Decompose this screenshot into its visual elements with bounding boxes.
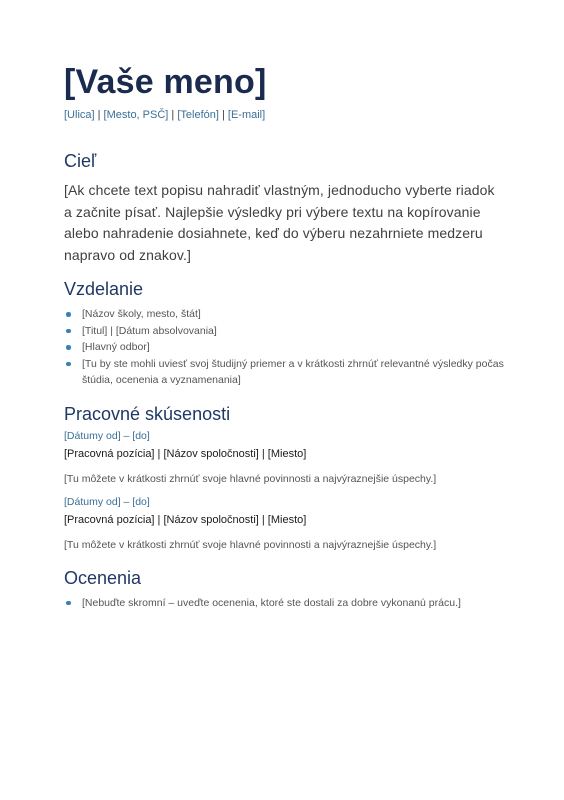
experience-heading: Pracovné skúsenosti: [64, 403, 231, 424]
bullet-dot-icon: [66, 362, 71, 367]
contact-street[interactable]: [Ulica]: [64, 109, 95, 121]
contact-line: [64, 108, 504, 122]
objective-heading: Cieľ: [64, 151, 97, 171]
bullet-dot-icon: [66, 329, 71, 334]
resume-name[interactable]: [Vaše meno]: [64, 63, 267, 101]
education-list: [64, 306, 504, 389]
education-item-school[interactable]: [64, 306, 504, 323]
contact-city-zip[interactable]: [Mesto, PSČ]: [103, 109, 169, 121]
contact-separator: |: [94, 109, 104, 121]
education-item-text: [Tu by ste mohli uviesť svoj študijný priemer a v krátkosti zhrnúť relevantné výsledky počas štúdia, ocenenia a vyznamenania]: [82, 357, 504, 386]
bullet-dot-icon: [66, 601, 71, 606]
job-description[interactable]: [Tu môžete v krátkosti zhrnúť svoje hlavné povinnosti a najvýraznejšie úspechy.]: [64, 472, 437, 485]
contact-separator: |: [218, 109, 228, 121]
resume-content: [64, 62, 504, 611]
job-entry: [64, 495, 504, 553]
objective-text[interactable]: [Ak chcete text popisu nahradiť vlastným, jednoducho vyberte riadok a začnite písať. Najlepšie výsledky pri výbere textu na kopírovanie alebo nahradenie dosiahnete, keď do výberu nezahrniete medzeru napravo od znakov.]: [64, 182, 495, 263]
contact-phone[interactable]: [Telefón]: [177, 109, 219, 121]
job-dates[interactable]: [Dátumy od] – [do]: [64, 495, 150, 508]
contact-email[interactable]: [E-mail]: [227, 109, 266, 121]
bullet-dot-icon: [66, 312, 71, 317]
education-heading: Vzdelanie: [64, 279, 144, 299]
job-entry: [64, 429, 504, 487]
education-item-major[interactable]: [64, 339, 504, 356]
education-item-degree[interactable]: [64, 323, 504, 340]
education-item-text: [Hlavný odbor]: [82, 341, 150, 353]
bullet-dot-icon: [66, 345, 71, 350]
job-title[interactable]: [Pracovná pozícia] | [Názov spoločnosti] | [Miesto]: [64, 447, 307, 460]
awards-item[interactable]: [64, 595, 504, 612]
contact-separator: |: [168, 109, 178, 121]
education-item-text: [Titul] | [Dátum absolvovania]: [82, 324, 217, 337]
awards-heading: Ocenenia: [64, 567, 142, 588]
education-item-text: [Názov školy, mesto, štát]: [82, 308, 201, 320]
education-item-gpa[interactable]: [64, 356, 504, 389]
job-description[interactable]: [Tu môžete v krátkosti zhrnúť svoje hlavné povinnosti a najvýraznejšie úspechy.]: [64, 538, 437, 551]
awards-list: [64, 595, 504, 612]
job-dates[interactable]: [Dátumy od] – [do]: [64, 429, 150, 442]
awards-item-text: [Nebuďte skromní – uveďte ocenenia, ktoré ste dostali za dobre vykonanú prácu.]: [82, 596, 461, 609]
job-title[interactable]: [Pracovná pozícia] | [Názov spoločnosti] | [Miesto]: [64, 513, 307, 526]
